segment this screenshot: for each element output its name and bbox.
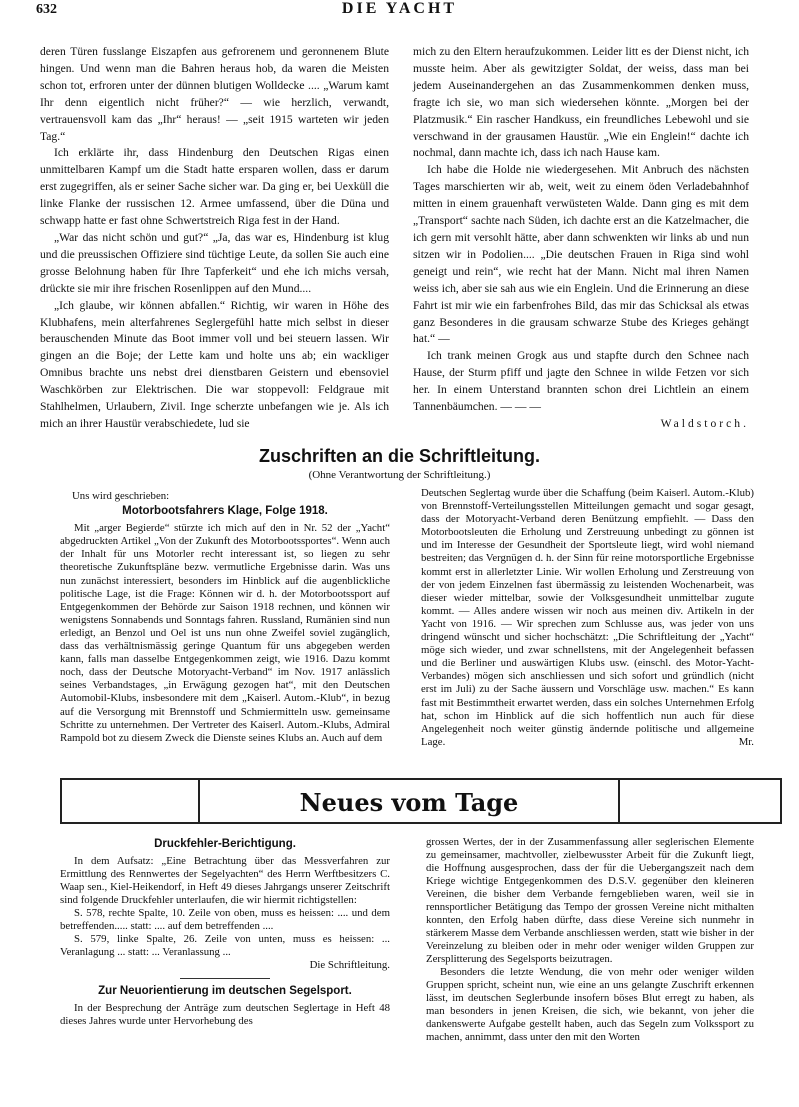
bottom-right-column xyxy=(426,836,754,1044)
banner-frame xyxy=(198,780,620,822)
druckfehler-paragraph: S. 578, rechte Spalte, 10. Zeile von oben, muss es heissen: .... und dem betreffenden..... statt: .... auf dem betreffenden .... xyxy=(60,907,390,932)
banner-title: Neues vom Tage xyxy=(299,788,519,817)
story-paragraph: Ich erklärte ihr, dass Hindenburg den Deutschen Rigas einen unmittelbaren Kampf um die Stadt hatte ersparen wollen, dass er darum erst zugegriffen, als er seiner Sache sicher war. Da ging er, bei Uexküll die linke Flanke der russischen 12. Armee umfassend, über die Düna und schwapp hatte er fast ohne Schwertstreich Riga fest in der Hand. xyxy=(40,146,389,228)
letter-intro: Uns wird geschrieben: xyxy=(72,490,170,502)
page-number: 632 xyxy=(36,2,57,17)
druckfehler-signature: Die Schriftleitung. xyxy=(309,959,390,971)
story-paragraph: Ich trank meinen Grogk aus und stapfte durch den Schnee nach Hause, der Sturm pfiff und jagte den Schnee in wilde Fetzen vor sich her. In einem Unterstand brannten schon drei Lichtlein an einem Tannenbäumchen. — — — xyxy=(413,349,749,414)
druckfehler-paragraph: In dem Aufsatz: „Eine Betrachtung über das Messverfahren zur Ermittlung des Rennwertes der Segelyachten“ des Herrn Werftbesitzers C. Waap sen., Kiel-Heikendorf, in Heft 49 dieses Jahrgangs unserer Zeitschrift sind folgende Druckfehler unterlaufen, die wir hiermit richtigstellen: xyxy=(60,855,390,906)
story-right-column xyxy=(413,44,749,433)
section-subtitle: (Ohne Verantwortung der Schriftleitung.) xyxy=(308,469,491,481)
neuorientierung-title: Zur Neuorientierung im deutschen Segelsport. xyxy=(98,985,352,997)
story-paragraph: „War das nicht schön und gut?“ „Ja, das war es, Hindenburg ist klug und die preussischen Offiziere sind tüchtige Leute, da sollen Sie auch eine grosse Belohnung haben für Ihre Tapferkeit“ und ehe ich michs versah, drückte sie mir ihre frischen Rosenlippen auf den Mund.... xyxy=(40,230,389,295)
letter-paragraph: Mit „arger Begierde“ stürzte ich mich auf den in Nr. 52 der „Yacht“ abgedruckten Artikel „Von der Zukunft des Motorbootssportes“. Wenn auch der Inhalt für uns Motorler recht interessant ist, so liegen zu sehr theoretische Zukunftspläne bezw. vermutliche Ergebnisse darin. Was uns nun zunächst interessiert, besonders im Hinblick auf die augenblickliche politische Lage, ist die Frage: Können wir d. h. der Motorbootssport auf Entgegenkommen der Behörde zur Saison 1918 rechnen, und können wir wenigstens Sonnabends und Sonntags fahren. Russland, Rumänien sind nun erledigt, an Benzol und Oel ist uns nun ohne Zweifel soviel zugänglich, dass das verhältnismässig geringe Quantum für uns abgegeben werden kann, falls man dasselbe Entgegenkommen zeigt, wie 1916. Dazu kommt noch, dass der Deutsche Motoryacht-Verband“ im Nov. 1917 anlässlich seines Verbandstages, „in Erwägung gezogen hat“, mit den Deutschen Automobil-Klubs, insbesondere mit dem „Kaiserl. Autom.-Klub“, in bezug auf die Versorgung mit Brennstoff und Schmiermitteln usw. gemeinsame Schritte zu unternehmen. Der Vertreter des Kaiserl. Autom.-Klubs, Admiral Rampold bot zu diesem Zweck die Dienste seines Klubs an. Auch auf dem xyxy=(60,522,390,744)
page-header xyxy=(36,0,763,20)
letter-title: Motorbootsfahrers Klage, Folge 1918. xyxy=(122,505,328,518)
neuorientierung-paragraph: grossen Wertes, der in der Zusammenfassung aller seglerischen Elemente zu gemeinsamer, machtvoller, zielbewusster Arbeit für die Zukunft liegt, die Hoffnung ausgesprochen, dass der für die Uebergangszeit nach dem Kriege wichtige Entgegenkommen des D.S.V. gegenüber den kleineren Vereinen, die bisher dem Verbande ferngeblieben waren, weil sie in rennsportlicher Betätigung das Tempo der grossen Vereine nicht mithalten konnten, den Erfolg haben dürfte, dass diese Vereine sich nunmehr in stärkerem Masse dem Verbande anschliessen werden, statt wie bisher in der Vereinzelung zu bleiben oder in mehr oder weniger wilden Gruppen zur Zersplitterung des Segelsports beizutragen. xyxy=(426,836,754,965)
running-title: DIE YACHT xyxy=(341,0,458,17)
letter-paragraph: Deutschen Seglertag wurde über die Schaffung (beim Kaiserl. Autom.-Klub) von Brennstoff-Verteilungsstellen Mitteilungen gemacht und sogar gesagt, dass der Motoryacht-Verband deren Benützung empfiehlt. — Dass den Motorbootsleuten die Erholung und Zerstreuung unbedingt zu gönnen ist und im Interesse der Gesundheit der Sportsleute liegt, wird wohl niemand bestreiten; das Vergnügen d. h. der Sinn für reine motorsportliche Ergebnisse kommt erst in allerletzter Linie. Wir wollen Erholung und Zerstreuung von der von jedem Einzelnen fast übermässig zu leistenden Wochenarbeit, was dieser wieder mittelbar, sowie der Volksgesundheit unmittelbar zugute kommt. — Alles andere wissen wir noch aus meinen div. Artikeln in der Yacht von 1916. — Wir sprechen zum Schlusse aus, was jeder von uns dringend wünscht und sicher hochschätzt: „Die Schriftleitung der „Yacht“ möge sich wieder, und zwar schnellstens, mit der Angelegenheit befassen und die Berliner und auswärtigen Klubs usw. (einschl. des Motor-Yacht-Verbandes) mögen sich anschliessen und sich sofort und gründlich (nicht erst im Juli) zu der Sache äussern und Vorschläge usw. machen.“ Es kann fast mit Bestimmtheit erwartet werden, dass ein solches Unternehmen Erfolg hat, schon im Hinblick auf die sich hoffentlich nun auch für diese Angelegenheit noch weiter günstig ändernde politische und allgemeine Lage. xyxy=(421,487,754,748)
section-title: Zuschriften an die Schriftleitung. xyxy=(258,446,541,466)
letter-signature: Mr. xyxy=(738,735,754,748)
letter-left-column xyxy=(60,490,390,745)
druckfehler-paragraph: S. 579, linke Spalte, 26. Zeile von unten, muss es heissen: ... Veranlagung ... statt: ... Veranlassung ... xyxy=(60,933,390,958)
divider xyxy=(180,978,270,979)
story-left-column xyxy=(40,44,389,433)
author-signature: Waldstorch. xyxy=(660,416,749,430)
neuorientierung-paragraph: In der Besprechung der Anträge zum deutschen Seglertage in Heft 48 dieses Jahres wurde unter Hervorhebung des xyxy=(60,1002,390,1027)
story-paragraph: „Ich glaube, wir können abfallen.“ Richtig, wir waren in Höhe des Klubhafens, mein alterfahrenes Seglergefühl hatte mich selbst in dieser berauschenden Minute das Boot immer voll und bei steuern lassen. Wir gingen an die Boje; der Lette kam und holte uns ab; ein wackliger Omnibus brachte uns nebst drei dienstbaren Geistern und ebensoviel Waschkörben zur Elektrischen. Die war stoppevoll: Feldgraue mit Stahlhelmen, Urlaubern, Zivil. Inge scherzte unbefangen wie je. Als ich mich an ihrer Haustür verabschiedete, lud sie xyxy=(40,298,389,430)
neuorientierung-paragraph: Besonders die letzte Wendung, die von mehr oder weniger wilden Gruppen spricht, scheint nun, wie eine an uns gelangte Zuschrift erkennen lässt, im deutschen Seglerbunde insofern böses Blut erregt zu haben, als man besonders in jenen Kreisen, die sich, wie bekannt, von jeher die dankenswerte Aufgabe gestellt haben, auch das Segeln zum Volkssport zu machen, annimmt, dass unter den mit den Worten xyxy=(426,966,754,1043)
neues-vom-tage-banner xyxy=(60,778,782,824)
story-paragraph: deren Türen fusslange Eiszapfen aus gefrorenem und geronnenem Blute hingen. Und wenn man die Bahren heraus hob, da waren die Meisten schon tot, erfroren unter der dünnen blutigen Wolldecke .... „Warum kamt Ihr denn eigentlich nicht früher?“ — wie herzlich, verwandt, vertrauensvoll kam das „Ihr“ heraus! — „seit 1915 warteten wir jeden Tag.“ xyxy=(40,45,389,143)
story-paragraph: mich zu den Eltern heraufzukommen. Leider litt es der Dienst nicht, ich musste heim. Aber als gewitzigter Soldat, der weiss, dass man bei jedem Auseinandergehen an das Zusammenkommen denken muss, fragte ich sie, wo man sich wiedersehen könnte. „Morgen bei der Platzmusik.“ Ein rascher Handkuss, ein freundliches Lebewohl und sie verschwand in der grausamen Haustür. „Wie ein Englein!“ dachte ich nochmal, dann machte ich, dass ich nach Hause kam. xyxy=(413,45,749,160)
letter-right-column xyxy=(421,487,754,749)
bottom-left-column xyxy=(60,836,390,1028)
druckfehler-title: Druckfehler-Berichtigung. xyxy=(154,838,296,850)
story-paragraph: Ich habe die Holde nie wiedergesehen. Mit Anbruch des nächsten Tages marschierten wir ab, weit, weit zu einem öden Verladebahnhof mitten in einem grauenhaft verwüsteten Walde. Dann ging es mit dem „Transport“ sachte nach Süden, ich dachte erst an die Katzelmacher, die ich gern mit versohlt hätte, aber dann schwenkten wir links ab und nun sitzen wir in Podolien.... „Die deutschen Frauen in Riga sind wohl geneigt und rein“, wie recht hat der Mann. Nicht mal ihren Namen weiss ich, aber sie sah aus wie ein Englein. Und die Erinnerung an diese Fahrt ist mir wie ein farbenfrohes Bild, das mir das Schicksal als etwas ganz Besonderes in die grausam schwarze Stube des Krieges gehängt hat.“ — xyxy=(413,163,749,346)
